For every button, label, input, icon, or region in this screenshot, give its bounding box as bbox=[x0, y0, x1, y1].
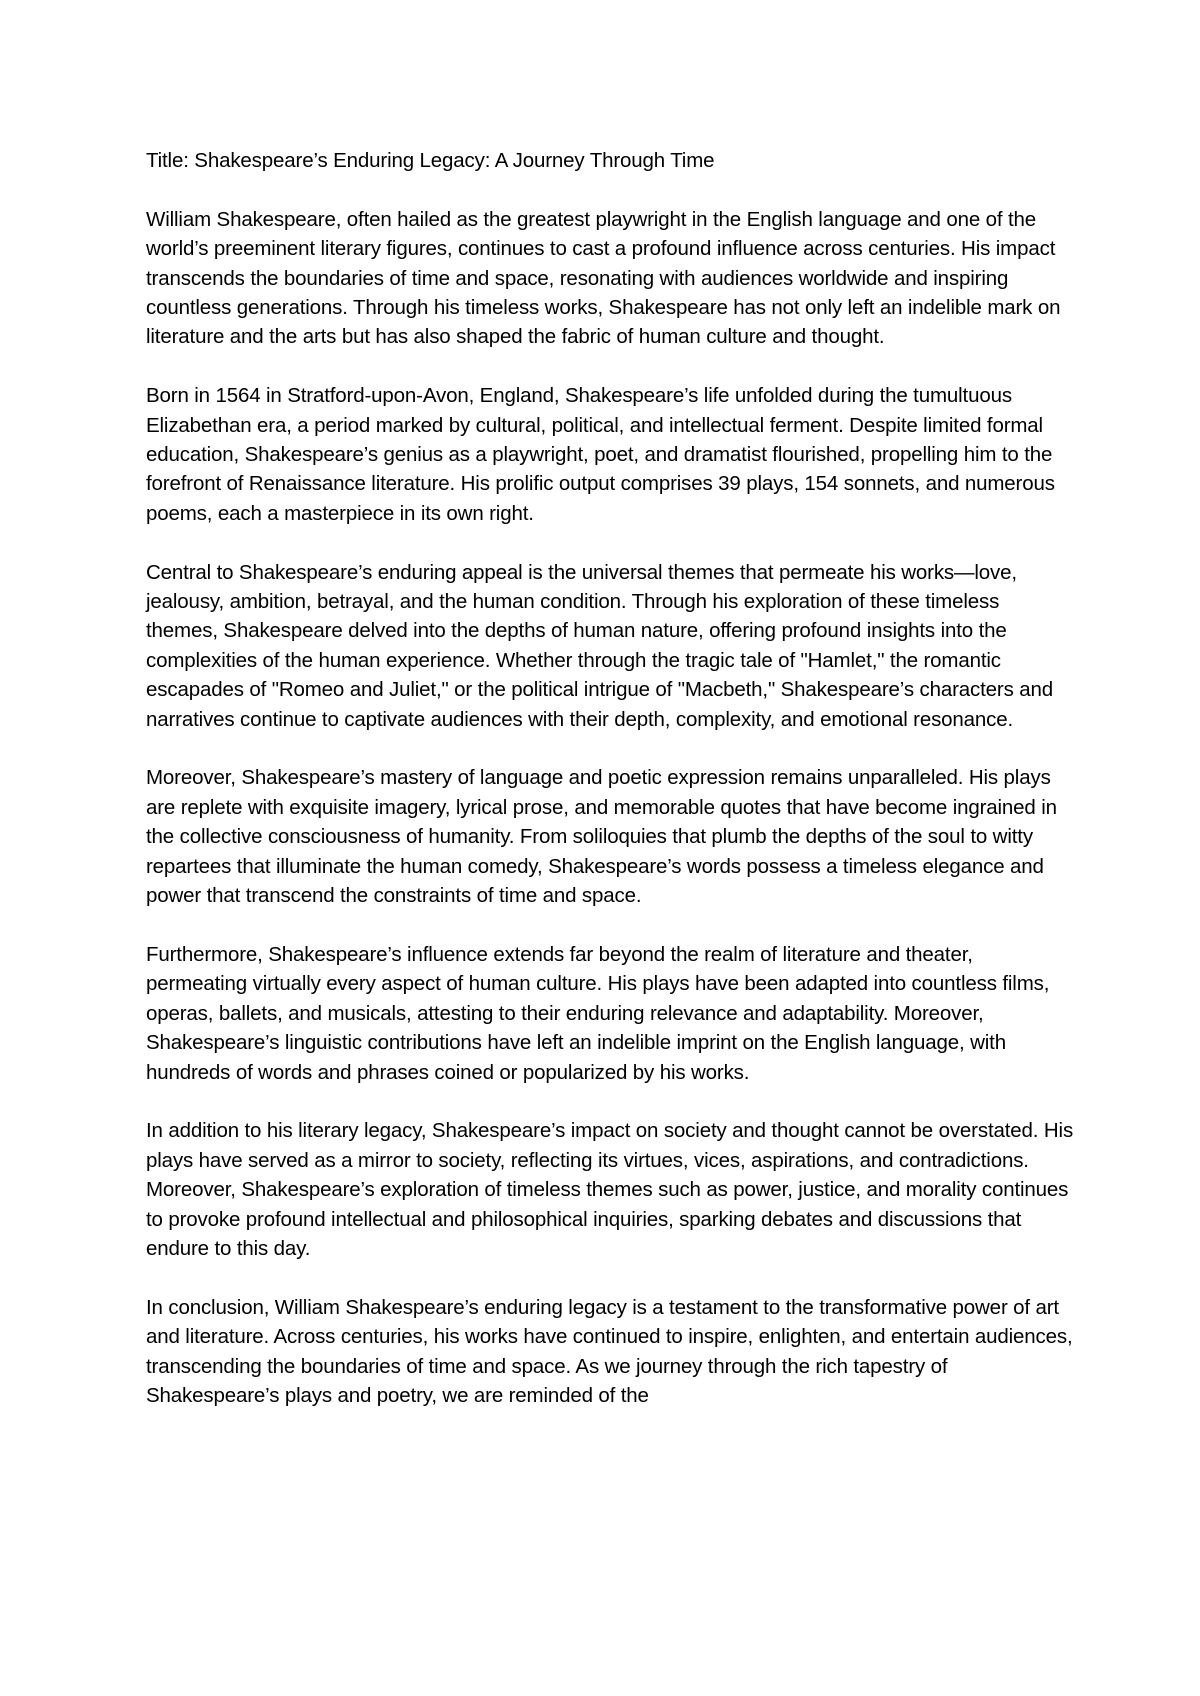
document-title: Title: Shakespeare’s Enduring Legacy: A Journey Through Time bbox=[146, 149, 715, 172]
document-page bbox=[146, 146, 1076, 1440]
paragraph-early-life: Born in 1564 in Stratford-upon-Avon, England, Shakespeare’s life unfolded during the tumultuous Elizabethan era, a period marked by cultural, political, and intellectual ferment. Despite limited formal education, Shakespeare’s genius as a playwright, poet, and dramatist flourished, propelling him to the forefront of Renaissance literature. His prolific output comprises 39 plays, 154 sonnets, and numerous poems, each a masterpiece in its own right. bbox=[146, 384, 1055, 525]
paragraph-universal-themes: Central to Shakespeare’s enduring appeal is the universal themes that permeate his works—love, jealousy, ambition, betrayal, and the human condition. Through his exploration of these timeless themes, Shakespeare delved into the depths of human nature, offering profound insights into the complexities of the human experience. Whether through the tragic tale of "Hamlet," the romantic escapades of "Romeo and Juliet," or the political intrigue of "Macbeth," Shakespeare’s characters and narratives continue to captivate audiences with their depth, complexity, and emotional resonance. bbox=[146, 560, 1053, 731]
paragraph-introduction: William Shakespeare, often hailed as the greatest playwright in the English language and one of the world’s preeminent literary figures, continues to cast a profound influence across centuries. His impact transcends the boundaries of time and space, resonating with audiences worldwide and inspiring countless generations. Through his timeless works, Shakespeare has not only left an indelible mark on literature and the arts but has also shaped the fabric of human culture and thought. bbox=[146, 207, 1061, 349]
paragraph-language-mastery: Moreover, Shakespeare’s mastery of language and poetic expression remains unparalleled. His plays are replete with exquisite imagery, lyrical prose, and memorable quotes that have become ingrained in the collective consciousness of humanity. From soliloquies that plumb the depths of the soul to witty repartees that illuminate the human comedy, Shakespeare’s words possess a timeless elegance and power that transcend the constraints of time and space. bbox=[146, 766, 1057, 908]
paragraph-conclusion: In conclusion, William Shakespeare’s enduring legacy is a testament to the transformative power of art and literature. Across centuries, his works have continued to inspire, enlighten, and entertain audiences, transcending the boundaries of time and space. As we journey through the rich tapestry of Shakespeare’s plays and poetry, we are reminded of the bbox=[146, 1295, 1073, 1407]
paragraph-societal-impact: In addition to his literary legacy, Shakespeare’s impact on society and thought cannot be overstated. His plays have served as a mirror to society, reflecting its virtues, vices, aspirations, and contradictions. Moreover, Shakespeare’s exploration of timeless themes such as power, justice, and morality continues to provoke profound intellectual and philosophical inquiries, sparking debates and discussions that endure to this day. bbox=[146, 1119, 1074, 1260]
paragraph-cultural-influence: Furthermore, Shakespeare’s influence extends far beyond the realm of literature and theater, permeating virtually every aspect of human culture. His plays have been adapted into countless films, operas, ballets, and musicals, attesting to their enduring relevance and adaptability. Moreover, Shakespeare’s linguistic contributions have left an indelible imprint on the English language, with hundreds of words and phrases coined or popularized by his works. bbox=[146, 942, 1050, 1084]
